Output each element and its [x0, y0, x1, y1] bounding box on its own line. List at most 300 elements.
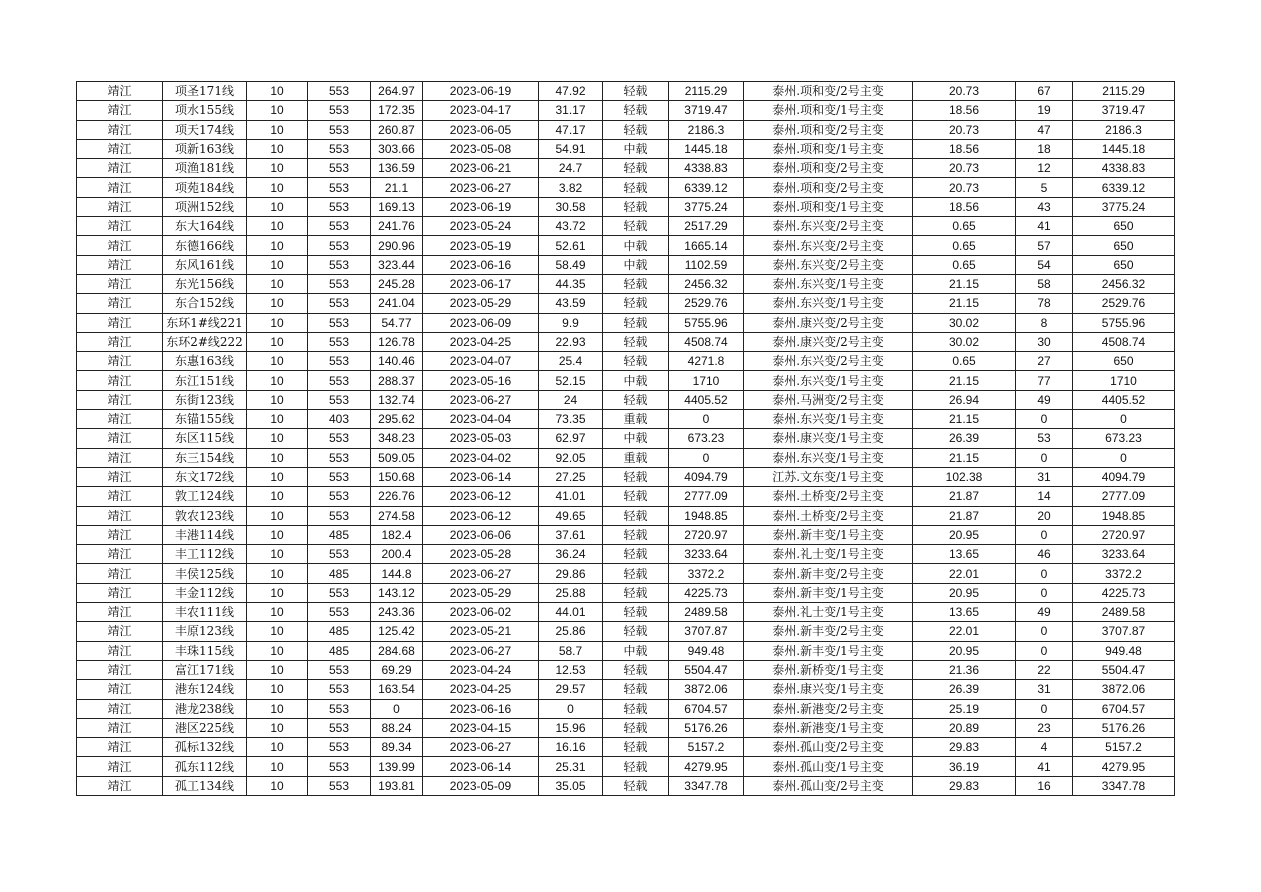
count-cell: 19 [1016, 101, 1073, 120]
table-row [77, 120, 1175, 139]
count-cell: 41 [1016, 217, 1073, 236]
spare-capacity-cell: 5755.96 [669, 313, 744, 332]
voltage-cell: 10 [247, 506, 308, 525]
load-rate-cell: 15.96 [539, 718, 603, 737]
transformer-value-cell: 26.39 [913, 429, 1016, 448]
rated-capacity-cell: 553 [308, 660, 371, 679]
rated-capacity-cell: 553 [308, 467, 371, 486]
available-capacity-cell: 4338.83 [1073, 159, 1175, 178]
table-row [77, 429, 1175, 448]
transformer-value-cell: 20.89 [913, 718, 1016, 737]
substation-cell: 泰州.东兴变/1号主变 [744, 371, 913, 390]
rated-capacity-cell: 553 [308, 274, 371, 293]
available-capacity-cell: 2777.09 [1073, 487, 1175, 506]
table-row [77, 236, 1175, 255]
date-cell: 2023-04-07 [423, 352, 539, 371]
table-row [77, 352, 1175, 371]
region-cell: 靖江 [77, 738, 163, 757]
rated-capacity-cell: 485 [308, 525, 371, 544]
line-name-cell: 东环2#线222 [163, 332, 247, 351]
table-row [77, 487, 1175, 506]
region-cell: 靖江 [77, 352, 163, 371]
load-status-cell: 轻载 [603, 82, 669, 101]
region-cell: 靖江 [77, 217, 163, 236]
substation-cell: 江苏.文东变/1号主变 [744, 467, 913, 486]
voltage-cell: 10 [247, 120, 308, 139]
region-cell: 靖江 [77, 448, 163, 467]
count-cell: 0 [1016, 564, 1073, 583]
date-cell: 2023-06-12 [423, 487, 539, 506]
line-name-cell: 东光156线 [163, 274, 247, 293]
rated-capacity-cell: 553 [308, 603, 371, 622]
load-status-cell: 轻载 [603, 718, 669, 737]
spare-capacity-cell: 2720.97 [669, 525, 744, 544]
transformer-value-cell: 20.73 [913, 82, 1016, 101]
count-cell: 77 [1016, 371, 1073, 390]
current-cell: 260.87 [371, 120, 423, 139]
spare-capacity-cell: 1665.14 [669, 236, 744, 255]
date-cell: 2023-06-27 [423, 564, 539, 583]
load-status-cell: 中载 [603, 139, 669, 158]
current-cell: 226.76 [371, 487, 423, 506]
substation-cell: 泰州.项和变/2号主变 [744, 82, 913, 101]
rated-capacity-cell: 553 [308, 738, 371, 757]
load-status-cell: 中载 [603, 255, 669, 274]
current-cell: 139.99 [371, 757, 423, 776]
load-status-cell: 重载 [603, 410, 669, 429]
count-cell: 0 [1016, 410, 1073, 429]
date-cell: 2023-06-16 [423, 255, 539, 274]
voltage-cell: 10 [247, 776, 308, 795]
substation-cell: 泰州.东兴变/2号主变 [744, 236, 913, 255]
spare-capacity-cell: 4271.8 [669, 352, 744, 371]
date-cell: 2023-04-17 [423, 101, 539, 120]
line-name-cell: 丰珠115线 [163, 641, 247, 660]
substation-cell: 泰州.新丰变/1号主变 [744, 583, 913, 602]
substation-cell: 泰州.项和变/1号主变 [744, 101, 913, 120]
line-name-cell: 东江151线 [163, 371, 247, 390]
load-rate-cell: 58.49 [539, 255, 603, 274]
voltage-cell: 10 [247, 159, 308, 178]
line-name-cell: 丰金112线 [163, 583, 247, 602]
count-cell: 54 [1016, 255, 1073, 274]
current-cell: 288.37 [371, 371, 423, 390]
table-row [77, 525, 1175, 544]
region-cell: 靖江 [77, 197, 163, 216]
current-cell: 193.81 [371, 776, 423, 795]
load-status-cell: 轻载 [603, 738, 669, 757]
available-capacity-cell: 673.23 [1073, 429, 1175, 448]
transformer-value-cell: 0.65 [913, 236, 1016, 255]
line-name-cell: 项水155线 [163, 101, 247, 120]
rated-capacity-cell: 553 [308, 371, 371, 390]
rated-capacity-cell: 553 [308, 390, 371, 409]
rated-capacity-cell: 553 [308, 757, 371, 776]
current-cell: 509.05 [371, 448, 423, 467]
transformer-value-cell: 13.65 [913, 545, 1016, 564]
available-capacity-cell: 5157.2 [1073, 738, 1175, 757]
voltage-cell: 10 [247, 255, 308, 274]
voltage-cell: 10 [247, 197, 308, 216]
voltage-cell: 10 [247, 236, 308, 255]
table-row [77, 583, 1175, 602]
load-status-cell: 轻载 [603, 390, 669, 409]
load-status-cell: 重载 [603, 448, 669, 467]
transformer-value-cell: 21.87 [913, 506, 1016, 525]
rated-capacity-cell: 553 [308, 120, 371, 139]
substation-cell: 泰州.新丰变/2号主变 [744, 622, 913, 641]
transformer-value-cell: 0.65 [913, 217, 1016, 236]
spare-capacity-cell: 949.48 [669, 641, 744, 660]
transformer-value-cell: 21.15 [913, 274, 1016, 293]
spare-capacity-cell: 3372.2 [669, 564, 744, 583]
voltage-cell: 10 [247, 313, 308, 332]
region-cell: 靖江 [77, 371, 163, 390]
load-status-cell: 中载 [603, 236, 669, 255]
load-rate-cell: 22.93 [539, 332, 603, 351]
spare-capacity-cell: 4225.73 [669, 583, 744, 602]
line-name-cell: 东惠163线 [163, 352, 247, 371]
voltage-cell: 10 [247, 294, 308, 313]
load-rate-cell: 25.4 [539, 352, 603, 371]
voltage-cell: 10 [247, 217, 308, 236]
rated-capacity-cell: 553 [308, 159, 371, 178]
transformer-value-cell: 26.94 [913, 390, 1016, 409]
load-rate-cell: 16.16 [539, 738, 603, 757]
load-status-cell: 轻载 [603, 564, 669, 583]
count-cell: 58 [1016, 274, 1073, 293]
substation-cell: 泰州.新丰变/1号主变 [744, 641, 913, 660]
substation-cell: 泰州.孤山变/2号主变 [744, 776, 913, 795]
voltage-cell: 10 [247, 564, 308, 583]
transformer-value-cell: 20.73 [913, 120, 1016, 139]
spare-capacity-cell: 673.23 [669, 429, 744, 448]
table-row [77, 506, 1175, 525]
line-name-cell: 港龙238线 [163, 699, 247, 718]
rated-capacity-cell: 553 [308, 197, 371, 216]
rated-capacity-cell: 553 [308, 487, 371, 506]
voltage-cell: 10 [247, 139, 308, 158]
substation-cell: 泰州.礼士变/1号主变 [744, 545, 913, 564]
spare-capacity-cell: 3707.87 [669, 622, 744, 641]
spare-capacity-cell: 1102.59 [669, 255, 744, 274]
load-rate-cell: 52.61 [539, 236, 603, 255]
count-cell: 0 [1016, 641, 1073, 660]
current-cell: 132.74 [371, 390, 423, 409]
date-cell: 2023-05-24 [423, 217, 539, 236]
count-cell: 5 [1016, 178, 1073, 197]
voltage-cell: 10 [247, 487, 308, 506]
transformer-value-cell: 20.73 [913, 159, 1016, 178]
load-rate-cell: 73.35 [539, 410, 603, 429]
region-cell: 靖江 [77, 680, 163, 699]
line-name-cell: 项苑184线 [163, 178, 247, 197]
transformer-value-cell: 29.83 [913, 776, 1016, 795]
voltage-cell: 10 [247, 429, 308, 448]
load-rate-cell: 44.35 [539, 274, 603, 293]
voltage-cell: 10 [247, 332, 308, 351]
transformer-value-cell: 21.15 [913, 448, 1016, 467]
current-cell: 88.24 [371, 718, 423, 737]
substation-cell: 泰州.孤山变/2号主变 [744, 738, 913, 757]
region-cell: 靖江 [77, 660, 163, 679]
load-status-cell: 轻载 [603, 680, 669, 699]
load-rate-cell: 47.17 [539, 120, 603, 139]
rated-capacity-cell: 553 [308, 776, 371, 795]
current-cell: 295.62 [371, 410, 423, 429]
table-row [77, 294, 1175, 313]
transformer-value-cell: 21.36 [913, 660, 1016, 679]
region-cell: 靖江 [77, 294, 163, 313]
line-name-cell: 富江171线 [163, 660, 247, 679]
voltage-cell: 10 [247, 101, 308, 120]
rated-capacity-cell: 485 [308, 622, 371, 641]
region-cell: 靖江 [77, 178, 163, 197]
line-name-cell: 东德166线 [163, 236, 247, 255]
table-row [77, 178, 1175, 197]
load-status-cell: 轻载 [603, 776, 669, 795]
available-capacity-cell: 2115.29 [1073, 82, 1175, 101]
current-cell: 290.96 [371, 236, 423, 255]
load-rate-cell: 58.7 [539, 641, 603, 660]
region-cell: 靖江 [77, 236, 163, 255]
voltage-cell: 10 [247, 274, 308, 293]
line-name-cell: 敦工124线 [163, 487, 247, 506]
available-capacity-cell: 2186.3 [1073, 120, 1175, 139]
spare-capacity-cell: 4338.83 [669, 159, 744, 178]
load-rate-cell: 29.86 [539, 564, 603, 583]
table-row [77, 390, 1175, 409]
table-row [77, 467, 1175, 486]
available-capacity-cell: 2529.76 [1073, 294, 1175, 313]
spare-capacity-cell: 0 [669, 410, 744, 429]
load-rate-cell: 92.05 [539, 448, 603, 467]
count-cell: 57 [1016, 236, 1073, 255]
date-cell: 2023-06-14 [423, 467, 539, 486]
available-capacity-cell: 0 [1073, 448, 1175, 467]
available-capacity-cell: 5176.26 [1073, 718, 1175, 737]
date-cell: 2023-06-27 [423, 178, 539, 197]
substation-cell: 泰州.土桥变/2号主变 [744, 487, 913, 506]
count-cell: 12 [1016, 159, 1073, 178]
rated-capacity-cell: 485 [308, 641, 371, 660]
count-cell: 67 [1016, 82, 1073, 101]
line-name-cell: 东合152线 [163, 294, 247, 313]
current-cell: 182.4 [371, 525, 423, 544]
substation-cell: 泰州.东兴变/1号主变 [744, 274, 913, 293]
load-status-cell: 轻载 [603, 313, 669, 332]
load-rate-cell: 36.24 [539, 545, 603, 564]
region-cell: 靖江 [77, 82, 163, 101]
load-status-cell: 轻载 [603, 120, 669, 139]
count-cell: 49 [1016, 390, 1073, 409]
current-cell: 136.59 [371, 159, 423, 178]
substation-cell: 泰州.项和变/2号主变 [744, 178, 913, 197]
substation-cell: 泰州.新丰变/2号主变 [744, 564, 913, 583]
count-cell: 0 [1016, 448, 1073, 467]
substation-cell: 泰州.东兴变/2号主变 [744, 255, 913, 274]
line-name-cell: 丰农111线 [163, 603, 247, 622]
voltage-cell: 10 [247, 371, 308, 390]
rated-capacity-cell: 553 [308, 217, 371, 236]
count-cell: 31 [1016, 680, 1073, 699]
count-cell: 46 [1016, 545, 1073, 564]
spare-capacity-cell: 4094.79 [669, 467, 744, 486]
line-name-cell: 丰侯125线 [163, 564, 247, 583]
rated-capacity-cell: 553 [308, 718, 371, 737]
line-name-cell: 项渔181线 [163, 159, 247, 178]
voltage-cell: 10 [247, 738, 308, 757]
count-cell: 23 [1016, 718, 1073, 737]
load-rate-cell: 31.17 [539, 101, 603, 120]
substation-cell: 泰州.项和变/1号主变 [744, 139, 913, 158]
transformer-value-cell: 13.65 [913, 603, 1016, 622]
count-cell: 20 [1016, 506, 1073, 525]
voltage-cell: 10 [247, 352, 308, 371]
spare-capacity-cell: 0 [669, 448, 744, 467]
region-cell: 靖江 [77, 255, 163, 274]
substation-cell: 泰州.新桥变/1号主变 [744, 660, 913, 679]
voltage-cell: 10 [247, 583, 308, 602]
table-row [77, 641, 1175, 660]
spare-capacity-cell: 6339.12 [669, 178, 744, 197]
line-name-cell: 丰港114线 [163, 525, 247, 544]
spare-capacity-cell: 4405.52 [669, 390, 744, 409]
load-status-cell: 轻载 [603, 274, 669, 293]
load-status-cell: 轻载 [603, 294, 669, 313]
load-status-cell: 轻载 [603, 660, 669, 679]
date-cell: 2023-05-21 [423, 622, 539, 641]
current-cell: 150.68 [371, 467, 423, 486]
spare-capacity-cell: 2456.32 [669, 274, 744, 293]
count-cell: 43 [1016, 197, 1073, 216]
spare-capacity-cell: 1710 [669, 371, 744, 390]
transformer-value-cell: 36.19 [913, 757, 1016, 776]
spare-capacity-cell: 5176.26 [669, 718, 744, 737]
load-rate-cell: 27.25 [539, 467, 603, 486]
rated-capacity-cell: 553 [308, 332, 371, 351]
load-rate-cell: 43.59 [539, 294, 603, 313]
line-name-cell: 东文172线 [163, 467, 247, 486]
load-rate-cell: 41.01 [539, 487, 603, 506]
date-cell: 2023-05-19 [423, 236, 539, 255]
transformer-value-cell: 21.15 [913, 371, 1016, 390]
line-name-cell: 东区115线 [163, 429, 247, 448]
spare-capacity-cell: 2517.29 [669, 217, 744, 236]
voltage-cell: 10 [247, 641, 308, 660]
table-row [77, 448, 1175, 467]
current-cell: 140.46 [371, 352, 423, 371]
transformer-value-cell: 21.15 [913, 410, 1016, 429]
load-rate-cell: 25.31 [539, 757, 603, 776]
transformer-value-cell: 20.95 [913, 583, 1016, 602]
current-cell: 144.8 [371, 564, 423, 583]
region-cell: 靖江 [77, 583, 163, 602]
line-name-cell: 孤东112线 [163, 757, 247, 776]
load-rate-cell: 24 [539, 390, 603, 409]
region-cell: 靖江 [77, 467, 163, 486]
transformer-value-cell: 26.39 [913, 680, 1016, 699]
voltage-cell: 10 [247, 82, 308, 101]
substation-cell: 泰州.新港变/2号主变 [744, 699, 913, 718]
load-rate-cell: 35.05 [539, 776, 603, 795]
region-cell: 靖江 [77, 776, 163, 795]
region-cell: 靖江 [77, 274, 163, 293]
table-row [77, 660, 1175, 679]
date-cell: 2023-05-28 [423, 545, 539, 564]
data-table [76, 81, 1175, 796]
substation-cell: 泰州.东兴变/2号主变 [744, 352, 913, 371]
count-cell: 27 [1016, 352, 1073, 371]
voltage-cell: 10 [247, 178, 308, 197]
current-cell: 69.29 [371, 660, 423, 679]
region-cell: 靖江 [77, 487, 163, 506]
date-cell: 2023-06-27 [423, 738, 539, 757]
transformer-value-cell: 25.19 [913, 699, 1016, 718]
table-row [77, 603, 1175, 622]
table-row [77, 139, 1175, 158]
available-capacity-cell: 3719.47 [1073, 101, 1175, 120]
substation-cell: 泰州.新港变/1号主变 [744, 718, 913, 737]
load-status-cell: 中载 [603, 641, 669, 660]
date-cell: 2023-05-09 [423, 776, 539, 795]
rated-capacity-cell: 553 [308, 82, 371, 101]
spare-capacity-cell: 3347.78 [669, 776, 744, 795]
region-cell: 靖江 [77, 332, 163, 351]
spare-capacity-cell: 2186.3 [669, 120, 744, 139]
line-name-cell: 项洲152线 [163, 197, 247, 216]
date-cell: 2023-05-16 [423, 371, 539, 390]
spare-capacity-cell: 4279.95 [669, 757, 744, 776]
load-rate-cell: 25.86 [539, 622, 603, 641]
substation-cell: 泰州.孤山变/1号主变 [744, 757, 913, 776]
table-row [77, 545, 1175, 564]
voltage-cell: 10 [247, 660, 308, 679]
rated-capacity-cell: 553 [308, 429, 371, 448]
table-row [77, 738, 1175, 757]
region-cell: 靖江 [77, 120, 163, 139]
rated-capacity-cell: 553 [308, 255, 371, 274]
voltage-cell: 10 [247, 467, 308, 486]
available-capacity-cell: 4094.79 [1073, 467, 1175, 486]
spare-capacity-cell: 3719.47 [669, 101, 744, 120]
table-row [77, 564, 1175, 583]
voltage-cell: 10 [247, 757, 308, 776]
count-cell: 30 [1016, 332, 1073, 351]
load-rate-cell: 37.61 [539, 525, 603, 544]
transformer-value-cell: 30.02 [913, 313, 1016, 332]
line-name-cell: 东大164线 [163, 217, 247, 236]
current-cell: 21.1 [371, 178, 423, 197]
load-rate-cell: 52.15 [539, 371, 603, 390]
spare-capacity-cell: 3233.64 [669, 545, 744, 564]
load-rate-cell: 24.7 [539, 159, 603, 178]
substation-cell: 泰州.项和变/2号主变 [744, 120, 913, 139]
table-row [77, 197, 1175, 216]
line-name-cell: 项新163线 [163, 139, 247, 158]
count-cell: 49 [1016, 603, 1073, 622]
rated-capacity-cell: 485 [308, 564, 371, 583]
rated-capacity-cell: 553 [308, 236, 371, 255]
load-rate-cell: 43.72 [539, 217, 603, 236]
region-cell: 靖江 [77, 564, 163, 583]
region-cell: 靖江 [77, 641, 163, 660]
date-cell: 2023-06-21 [423, 159, 539, 178]
region-cell: 靖江 [77, 410, 163, 429]
line-name-cell: 港区225线 [163, 718, 247, 737]
voltage-cell: 10 [247, 390, 308, 409]
date-cell: 2023-05-08 [423, 139, 539, 158]
